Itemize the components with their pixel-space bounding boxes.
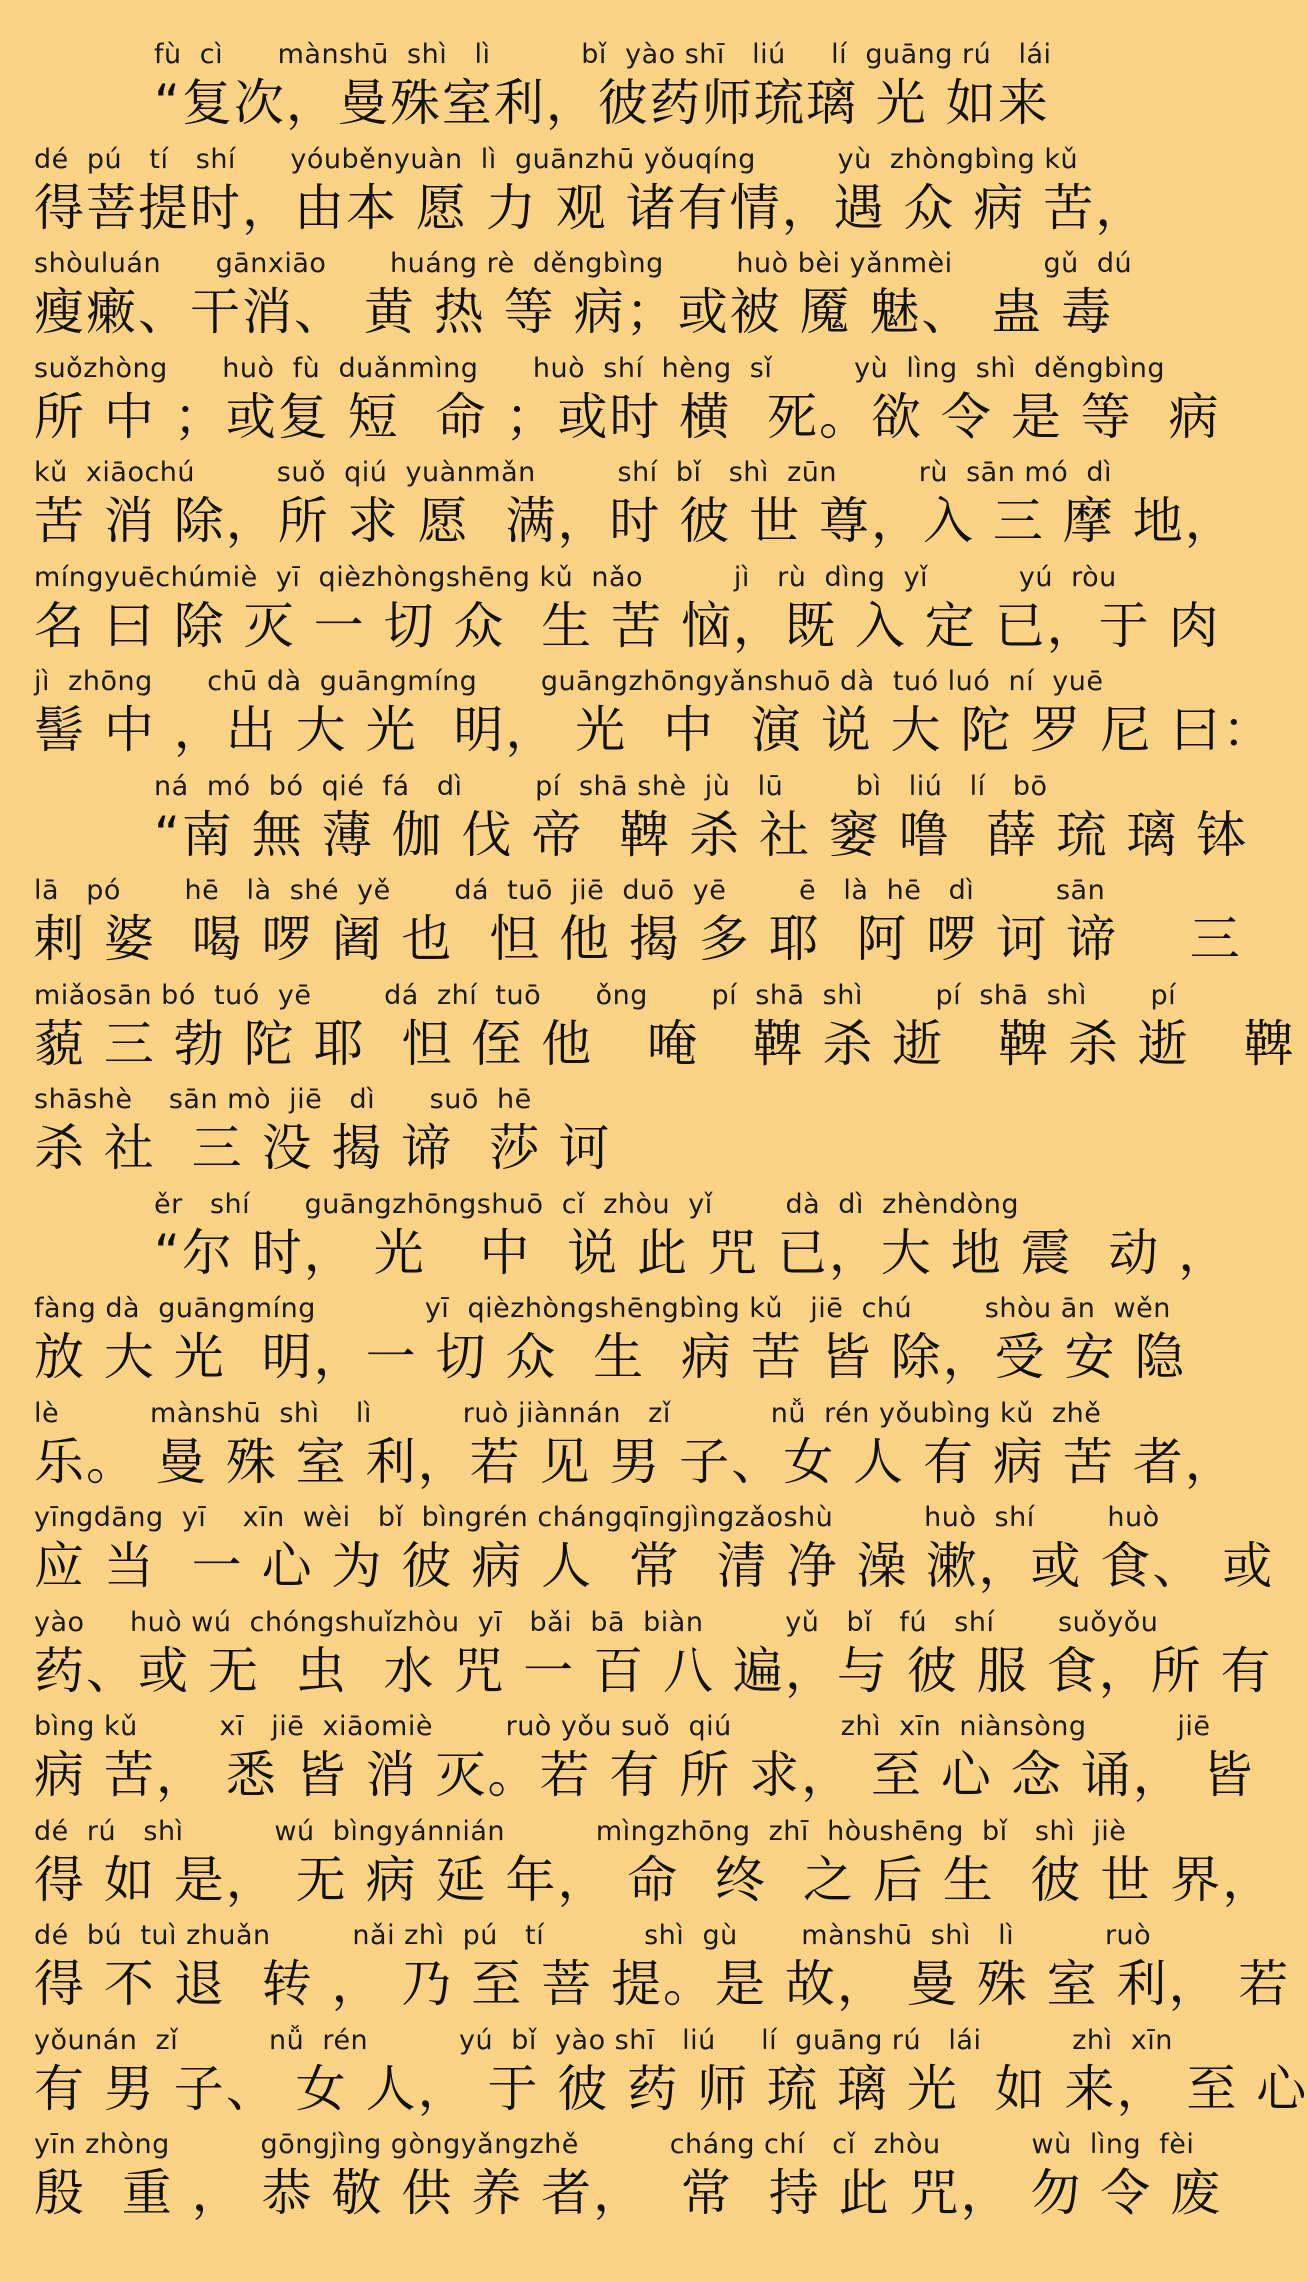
pinyin-row: fàng dà guāngmíng yī qièzhòngshēngbìng kǔ jiē chú shòu ān wěn xyxy=(34,1293,1171,1324)
text-line xyxy=(34,248,1133,354)
hanzi-row: 得 如 是， 无 病 延 年， 命 终 之 后 生 彼 世 界， xyxy=(34,1850,1275,1909)
pinyin-row: suǒzhòng huò fù duǎnmìng huò shí hèng sǐ yù lìng shì děngbìng xyxy=(34,352,1166,384)
text-line xyxy=(34,1606,1273,1713)
hanzi-row: 放 大 光 明，一 切 众 生 病 苦 皆 除，受 安 隐 xyxy=(34,1328,1187,1386)
pinyin-row: lā pó hē là shé yě dá tuō jiē duō yē ē là hē dì sān xyxy=(34,875,1106,906)
pinyin-row: shòuluán gānxiāo huáng rè děngbìng huò bèi yǎnmèi gǔ dú xyxy=(34,248,1133,279)
text-line xyxy=(34,2129,1223,2235)
pinyin-row: ná mó bó qié fá dì pí shā shè jù lū bì liú lí bō xyxy=(154,770,1048,802)
text-line xyxy=(34,143,1148,250)
pinyin-row: kǔ xiāochú suǒ qiú yuànmǎn shí bǐ shì zūn rù sān mó dì xyxy=(34,457,1113,488)
text-line xyxy=(34,1188,1231,1295)
hanzi-row: 得菩提时，由本 愿 力 观 诸有情，遇 众 病 苦， xyxy=(34,178,1148,237)
hanzi-row: 藐 三 勃 陀 耶 怛 侄 他 唵 鞞 杀 逝 鞞 杀 逝 鞞 xyxy=(34,1014,1296,1073)
text-line xyxy=(34,875,1242,981)
text-line xyxy=(34,1293,1187,1399)
pinyin-row: jì zhōng chū dà guāngmíng guāngzhōngyǎnshuō dà tuó luó ní yuē xyxy=(34,666,1104,697)
text-line xyxy=(34,1711,1255,1817)
hanzi-row: 剌 婆 喝 啰 阇 也 怛 他 揭 多 耶 阿 啰 诃 谛 三 xyxy=(34,910,1242,968)
hanzi-row: 杀 社 三 没 揭 谛 莎 诃 xyxy=(34,1119,612,1177)
text-line xyxy=(34,1920,1291,2026)
hanzi-row: 乐。 曼 殊 室 利，若 见 男 子、女 人 有 病 苦 者， xyxy=(34,1432,1237,1491)
pinyin-row: yǒunán zǐ nǚ rén yú bǐ yào shī liú lí guāng rú lái zhì xīn xyxy=(34,2024,1173,2056)
pinyin-row: bìng kǔ xī jiē xiāomiè ruò yǒu suǒ qiú zhì xīn niànsòng jiē xyxy=(34,1711,1211,1742)
text-line xyxy=(34,2024,1308,2131)
pinyin-row: shāshè sān mò jiē dì suō hē xyxy=(34,1084,532,1115)
hanzi-row: 所 中 ；或复 短 命 ；或时 横 死。欲 令 是 等 病 xyxy=(34,387,1221,446)
hanzi-row: 名 曰 除 灭 一 切 众 生 苦 恼，既 入 定 已，于 肉 xyxy=(34,596,1221,655)
text-line xyxy=(34,1085,1064,1190)
hanzi-row: 病 苦， 悉 皆 消 灭。若 有 所 求， 至 心 念 诵， 皆 xyxy=(34,1746,1255,1804)
hanzi-row: 瘦瘷、干消、 黄 热 等 病；或被 魇 魅、 蛊 毒 xyxy=(34,283,1114,341)
pinyin-row: yīn zhòng gōngjìng gòngyǎngzhě cháng chí cǐ zhòu wù lìng fèi xyxy=(34,2129,1195,2160)
pinyin-row: yīngdāng yī xīn wèi bǐ bìngrén chángqīngjìngzǎoshù huò shí huò xyxy=(34,1502,1160,1533)
pinyin-row: miǎosān bó tuó yē dá zhí tuō ǒng pí shā shì pí shā shì pí xyxy=(34,979,1177,1011)
text-line xyxy=(34,1815,1275,1922)
text-line xyxy=(34,770,1249,877)
text-line xyxy=(34,666,1275,772)
text-line xyxy=(34,1502,1275,1608)
hanzi-row: “南 無 薄 伽 伐 帝 鞞 杀 社 窭 噜 薛 琉 璃 钵 xyxy=(154,805,1249,864)
pinyin-row: dé bú tuì zhuǎn nǎi zhì pú tí shì gù mànshū shì lì ruò xyxy=(34,1920,1152,1951)
hanzi-row: 髻 中 ，出 大 光 明， 光 中 演 说 大 陀 罗 尼 曰： xyxy=(34,701,1275,759)
text-line xyxy=(34,40,1064,145)
hanzi-row: 应 当 一 心 为 彼 病 人 常 清 净 澡 漱，或 食、 或 xyxy=(34,1537,1275,1595)
pinyin-row: fù cì mànshū shì lì bǐ yào shī liú lí guāng rú lái xyxy=(154,39,1052,70)
text-line xyxy=(34,352,1221,459)
text-line xyxy=(34,561,1221,668)
text-line xyxy=(34,1397,1237,1504)
hanzi-row: 有 男 子、 女 人， 于 彼 药 师 琉 璃 光 如 来， 至 心 xyxy=(34,2059,1308,2118)
hanzi-row: 苦 消 除，所 求 愿 满，时 彼 世 尊，入 三 摩 地， xyxy=(34,492,1237,550)
pinyin-row: yào huò wú chóngshuǐzhòu yī bǎi bā biàn yǔ bǐ fú shí suǒyǒu xyxy=(34,1606,1159,1638)
hanzi-row: 得 不 退 转 ， 乃 至 菩 提。是 故， 曼 殊 室 利， 若 xyxy=(34,1955,1291,2013)
pinyin-row: dé rú shì wú bìngyánnián mìngzhōng zhī hòushēng bǐ shì jiè xyxy=(34,1815,1127,1847)
pinyin-row: ěr shí guāngzhōngshuō cǐ zhòu yǐ dà dì zhèndòng xyxy=(154,1188,1020,1220)
hanzi-row: “尔 时， 光 中 说 此 咒 已，大 地 震 动 ， xyxy=(154,1223,1231,1282)
pinyin-row: míngyuēchúmiè yī qièzhòngshēng kǔ nǎo jì rù dìng yǐ yú ròu xyxy=(34,561,1117,593)
pinyin-row: lè mànshū shì lì ruò jiànnán zǐ nǚ rén yǒubìng kǔ zhě xyxy=(34,1397,1102,1429)
pinyin-row: dé pú tí shí yóuběnyuàn lì guānzhū yǒuqíng yù zhòngbìng kǔ xyxy=(34,143,1079,175)
hanzi-row: 药、或 无 虫 水 咒 一 百 八 遍，与 彼 服 食，所 有 xyxy=(34,1641,1273,1700)
hanzi-row: 殷 重 ， 恭 敬 供 养 者， 常 持 此 咒， 勿 令 废 xyxy=(34,2164,1223,2222)
hanzi-row: “复次，曼殊室利，彼药师琉璃 光 如来 xyxy=(154,74,1050,132)
text-line xyxy=(34,457,1237,563)
text-line xyxy=(34,979,1296,1086)
